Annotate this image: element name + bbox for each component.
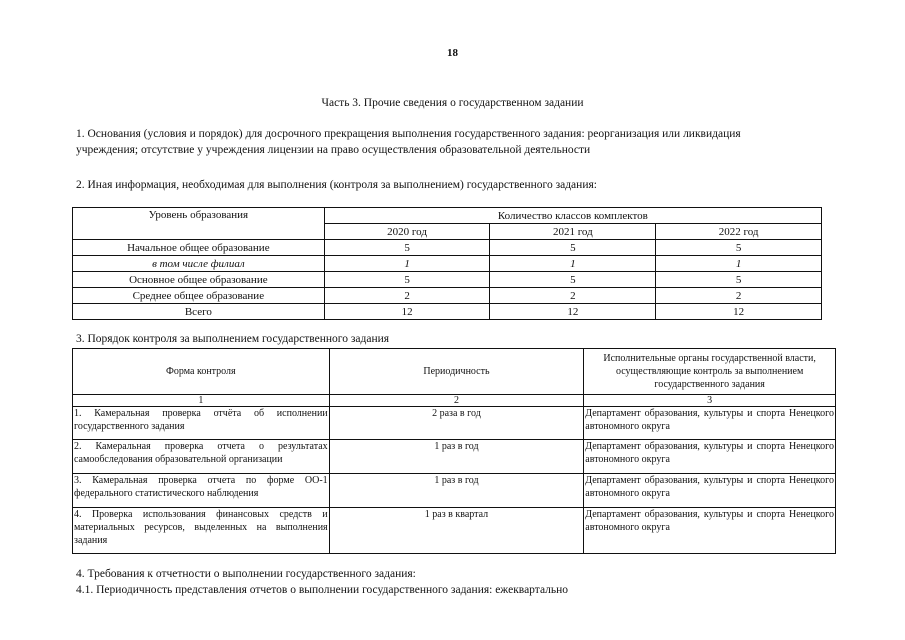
control-org: Департамент образования, культуры и спорта Ненецкого автономного округа bbox=[584, 440, 836, 474]
form-header: Форма контроля bbox=[73, 349, 330, 395]
section4-item1: 4.1. Периодичность представления отчетов о выполнении государственного задания: ежеквартально bbox=[76, 584, 569, 596]
control-period: 2 раза в год bbox=[329, 407, 584, 440]
section1-line1: 1. Основания (условия и порядок) для досрочного прекращения выполнения государственного задания: реорганизация или ликвидация bbox=[76, 128, 741, 140]
row-label: в том числе филиал bbox=[73, 256, 325, 272]
table-row bbox=[73, 304, 822, 320]
cell-value: 2 bbox=[656, 288, 822, 304]
cell-value: 12 bbox=[324, 304, 490, 320]
control-period: 1 раз в год bbox=[329, 440, 584, 474]
cell-value: 5 bbox=[324, 240, 490, 256]
table-row bbox=[73, 240, 822, 256]
row-label: Всего bbox=[73, 304, 325, 320]
control-form: 2. Камеральная проверка отчета о результатах самообследования образовательной организации bbox=[73, 440, 330, 474]
column-number: 1 bbox=[73, 395, 330, 407]
section4-heading: 4. Требования к отчетности о выполнении государственного задания: bbox=[76, 568, 416, 580]
cell-value: 2 bbox=[324, 288, 490, 304]
class-count-table bbox=[72, 207, 822, 320]
table-row bbox=[73, 288, 822, 304]
org-header: Исполнительные органы государственной власти, осуществляющие контроль за выполнением государственного задания bbox=[584, 349, 836, 395]
table-row bbox=[73, 272, 822, 288]
table-row bbox=[73, 256, 822, 272]
level-column-header: Уровень образования bbox=[73, 208, 325, 240]
page-number: 18 bbox=[447, 47, 458, 59]
cell-value: 1 bbox=[324, 256, 490, 272]
control-period: 1 раз в квартал bbox=[329, 508, 584, 554]
section1-text bbox=[76, 126, 836, 158]
column-number: 2 bbox=[329, 395, 584, 407]
year-header: 2020 год bbox=[324, 224, 490, 240]
year-header: 2021 год bbox=[490, 224, 656, 240]
cell-value: 5 bbox=[656, 272, 822, 288]
control-period: 1 раз в год bbox=[329, 474, 584, 508]
section1-line2: учреждения; отсутствие у учреждения лицензии на право осуществления образовательной деятельности bbox=[76, 144, 591, 156]
control-org: Департамент образования, культуры и спорта Ненецкого автономного округа bbox=[584, 407, 836, 440]
cell-value: 5 bbox=[656, 240, 822, 256]
table-row bbox=[73, 440, 836, 474]
control-form: 1. Камеральная проверка отчёта об исполнении государственного задания bbox=[73, 407, 330, 440]
cell-value: 1 bbox=[490, 256, 656, 272]
cell-value: 5 bbox=[324, 272, 490, 288]
table-row bbox=[73, 508, 836, 554]
part-title: Часть 3. Прочие сведения о государственном задании bbox=[321, 97, 584, 109]
cell-value: 2 bbox=[490, 288, 656, 304]
section2-heading: 2. Иная информация, необходимая для выполнения (контроля за выполнением) государственного задания: bbox=[76, 179, 597, 191]
section3-heading: 3. Порядок контроля за выполнением государственного задания bbox=[76, 333, 390, 345]
cell-value: 5 bbox=[490, 240, 656, 256]
control-org: Департамент образования, культуры и спорта Ненецкого автономного округа bbox=[584, 508, 836, 554]
cell-value: 1 bbox=[656, 256, 822, 272]
table-row bbox=[73, 474, 836, 508]
table-row bbox=[73, 407, 836, 440]
control-form: 4. Проверка использования финансовых средств и материальных ресурсов, выделенных на выполнения задания bbox=[73, 508, 330, 554]
cell-value: 5 bbox=[490, 272, 656, 288]
cell-value: 12 bbox=[656, 304, 822, 320]
control-form: 3. Камеральная проверка отчета по форме ОО-1 федерального статистического наблюдения bbox=[73, 474, 330, 508]
cell-value: 12 bbox=[490, 304, 656, 320]
year-header: 2022 год bbox=[656, 224, 822, 240]
class-count-header: Количество классов комплектов bbox=[324, 208, 821, 224]
row-label: Среднее общее образование bbox=[73, 288, 325, 304]
column-number: 3 bbox=[584, 395, 836, 407]
row-label: Начальное общее образование bbox=[73, 240, 325, 256]
row-label: Основное общее образование bbox=[73, 272, 325, 288]
control-org: Департамент образования, культуры и спорта Ненецкого автономного округа bbox=[584, 474, 836, 508]
period-header: Периодичность bbox=[329, 349, 584, 395]
control-table bbox=[72, 348, 836, 554]
